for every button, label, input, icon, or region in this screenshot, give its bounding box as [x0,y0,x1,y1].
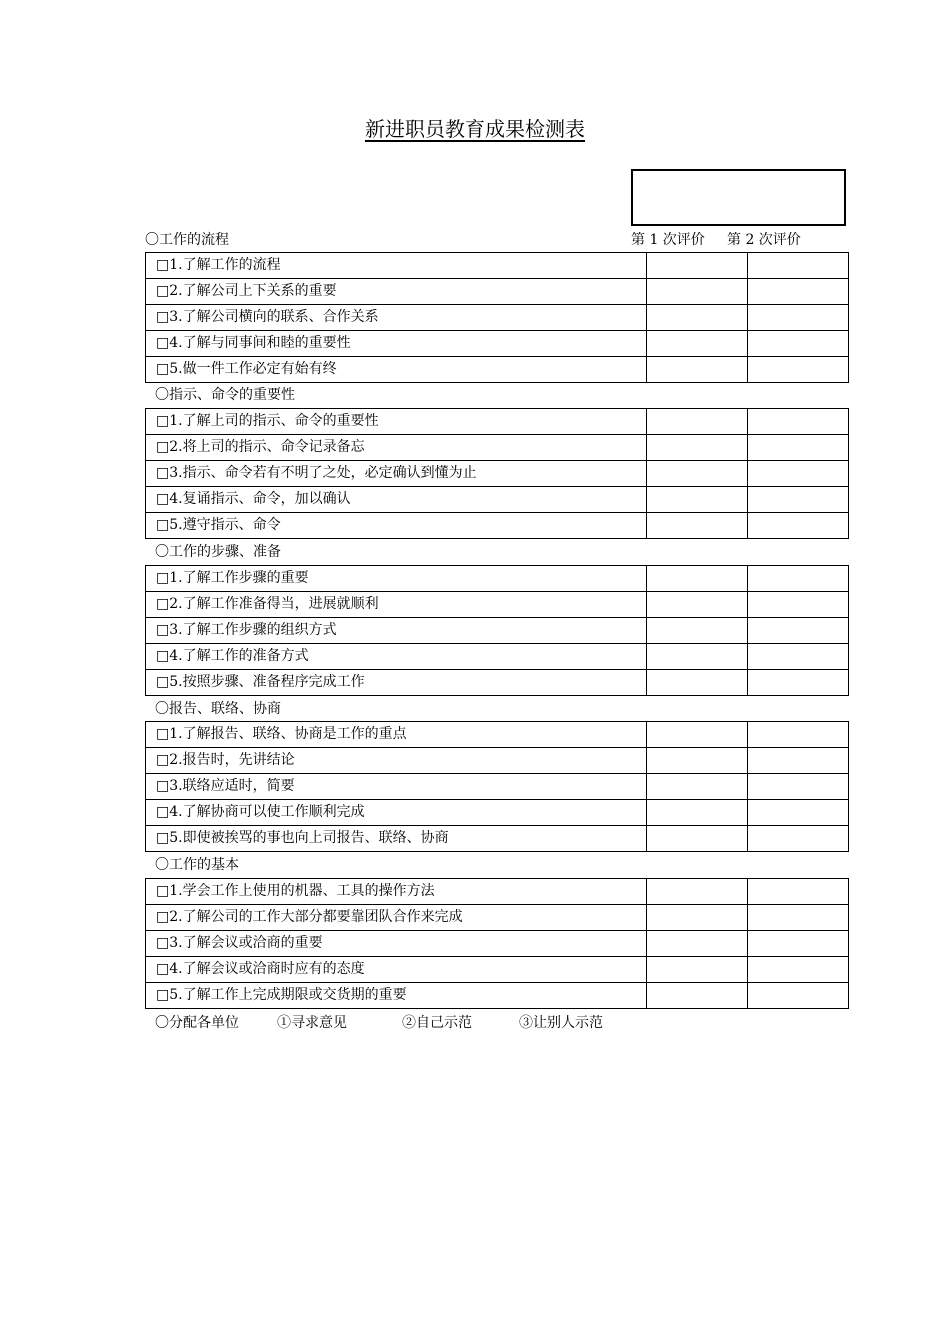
score-cell-2[interactable] [748,957,849,983]
table-row [146,305,849,331]
score-cell-2[interactable] [748,253,849,279]
item-text: □2.了解公司上下关系的重要 [146,279,647,305]
item-text: □1.了解工作的流程 [146,253,647,279]
footer-option-1: ①寻求意见 [277,1015,347,1031]
score-cell-2[interactable] [748,566,849,592]
section-table-basics [145,878,849,1009]
page-title: 新进职员教育成果检测表 [365,117,585,141]
table-row [146,931,849,957]
item-text: □3.了解会议或洽商的重要 [146,931,647,957]
table-row [146,748,849,774]
score-cell-1[interactable] [647,800,748,826]
score-cell-2[interactable] [748,592,849,618]
table-row [146,513,849,539]
score-cell-1[interactable] [647,357,748,383]
score-cell-2[interactable] [748,879,849,905]
item-text: □3.联络应适时，简要 [146,774,647,800]
score-cell-1[interactable] [647,670,748,696]
table-row [146,592,849,618]
table-row [146,826,849,852]
score-cell-1[interactable] [647,487,748,513]
first-evaluation-header: 第 1 次评价 [631,232,705,248]
score-cell-1[interactable] [647,957,748,983]
score-cell-1[interactable] [647,409,748,435]
section-table-steps [145,565,849,696]
table-row [146,487,849,513]
score-cell-1[interactable] [647,435,748,461]
item-text: □1.学会工作上使用的机器、工具的操作方法 [146,879,647,905]
score-cell-2[interactable] [748,409,849,435]
section-table-workflow [145,252,849,383]
score-cell-1[interactable] [647,279,748,305]
table-row [146,409,849,435]
score-cell-1[interactable] [647,931,748,957]
score-cell-1[interactable] [647,592,748,618]
table-row [146,357,849,383]
item-text: □4.了解工作的准备方式 [146,644,647,670]
footer-label: 〇分配各单位 [155,1015,239,1031]
section-header-workflow [145,229,847,251]
score-cell-1[interactable] [647,513,748,539]
score-cell-1[interactable] [647,618,748,644]
table-row [146,331,849,357]
score-cell-1[interactable] [647,461,748,487]
table-row [146,957,849,983]
section-label: 〇工作的流程 [145,232,229,248]
score-cell-1[interactable] [647,905,748,931]
score-cell-2[interactable] [748,331,849,357]
footer-option-2: ②自己示范 [402,1015,472,1031]
table-row [146,618,849,644]
score-cell-2[interactable] [748,618,849,644]
score-cell-1[interactable] [647,774,748,800]
second-evaluation-header: 第 2 次评价 [727,232,801,248]
stamp-box [631,169,846,226]
assignment-footer [155,1011,603,1035]
item-text: □5.做一件工作必定有始有终 [146,357,647,383]
score-cell-1[interactable] [647,331,748,357]
section-label-steps: 〇工作的步骤、准备 [155,544,281,560]
item-text: □4.了解与同事间和睦的重要性 [146,331,647,357]
section-table-reporting [145,721,849,852]
table-row [146,905,849,931]
item-text: □2.了解公司的工作大部分都要靠团队合作来完成 [146,905,647,931]
item-text: □5.遵守指示、命令 [146,513,647,539]
item-text: □3.了解公司横向的联系、合作关系 [146,305,647,331]
table-row [146,279,849,305]
score-cell-2[interactable] [748,931,849,957]
score-cell-1[interactable] [647,253,748,279]
score-cell-1[interactable] [647,879,748,905]
score-cell-2[interactable] [748,357,849,383]
score-cell-1[interactable] [647,722,748,748]
score-cell-2[interactable] [748,826,849,852]
item-text: □2.了解工作准备得当，进展就顺利 [146,592,647,618]
item-text: □1.了解报告、联络、协商是工作的重点 [146,722,647,748]
item-text: □4.了解会议或洽商时应有的态度 [146,957,647,983]
score-cell-1[interactable] [647,826,748,852]
item-text: □2.报告时，先讲结论 [146,748,647,774]
score-cell-1[interactable] [647,983,748,1009]
item-text: □5.了解工作上完成期限或交货期的重要 [146,983,647,1009]
item-text: □4.复诵指示、命令，加以确认 [146,487,647,513]
section-label-reporting: 〇报告、联络、协商 [155,701,281,717]
score-cell-1[interactable] [647,644,748,670]
score-cell-2[interactable] [748,748,849,774]
table-row [146,253,849,279]
score-cell-2[interactable] [748,644,849,670]
table-row [146,644,849,670]
score-cell-2[interactable] [748,722,849,748]
score-cell-2[interactable] [748,305,849,331]
score-cell-2[interactable] [748,800,849,826]
item-text: □3.指示、命令若有不明了之处，必定确认到懂为止 [146,461,647,487]
score-cell-2[interactable] [748,905,849,931]
table-row [146,800,849,826]
table-row [146,670,849,696]
score-cell-1[interactable] [647,305,748,331]
table-row [146,566,849,592]
item-text: □4.了解协商可以使工作顺利完成 [146,800,647,826]
section-label-basics: 〇工作的基本 [155,857,239,873]
score-cell-1[interactable] [647,748,748,774]
score-cell-1[interactable] [647,566,748,592]
score-cell-2[interactable] [748,983,849,1009]
score-cell-2[interactable] [748,774,849,800]
table-row [146,722,849,748]
score-cell-2[interactable] [748,513,849,539]
table-row [146,435,849,461]
item-text: □3.了解工作步骤的组织方式 [146,618,647,644]
score-cell-2[interactable] [748,670,849,696]
item-text: □5.按照步骤、准备程序完成工作 [146,670,647,696]
table-row [146,983,849,1009]
section-label-instructions: 〇指示、命令的重要性 [155,387,295,403]
item-text: □5.即使被挨骂的事也向上司报告、联络、协商 [146,826,647,852]
table-row [146,461,849,487]
footer-option-3: ③让别人示范 [519,1015,603,1031]
table-row [146,774,849,800]
score-cell-2[interactable] [748,487,849,513]
item-text: □2.将上司的指示、命令记录备忘 [146,435,647,461]
item-text: □1.了解工作步骤的重要 [146,566,647,592]
item-text: □1.了解上司的指示、命令的重要性 [146,409,647,435]
score-cell-2[interactable] [748,279,849,305]
section-table-instructions [145,408,849,539]
table-row [146,879,849,905]
score-cell-2[interactable] [748,461,849,487]
score-cell-2[interactable] [748,435,849,461]
